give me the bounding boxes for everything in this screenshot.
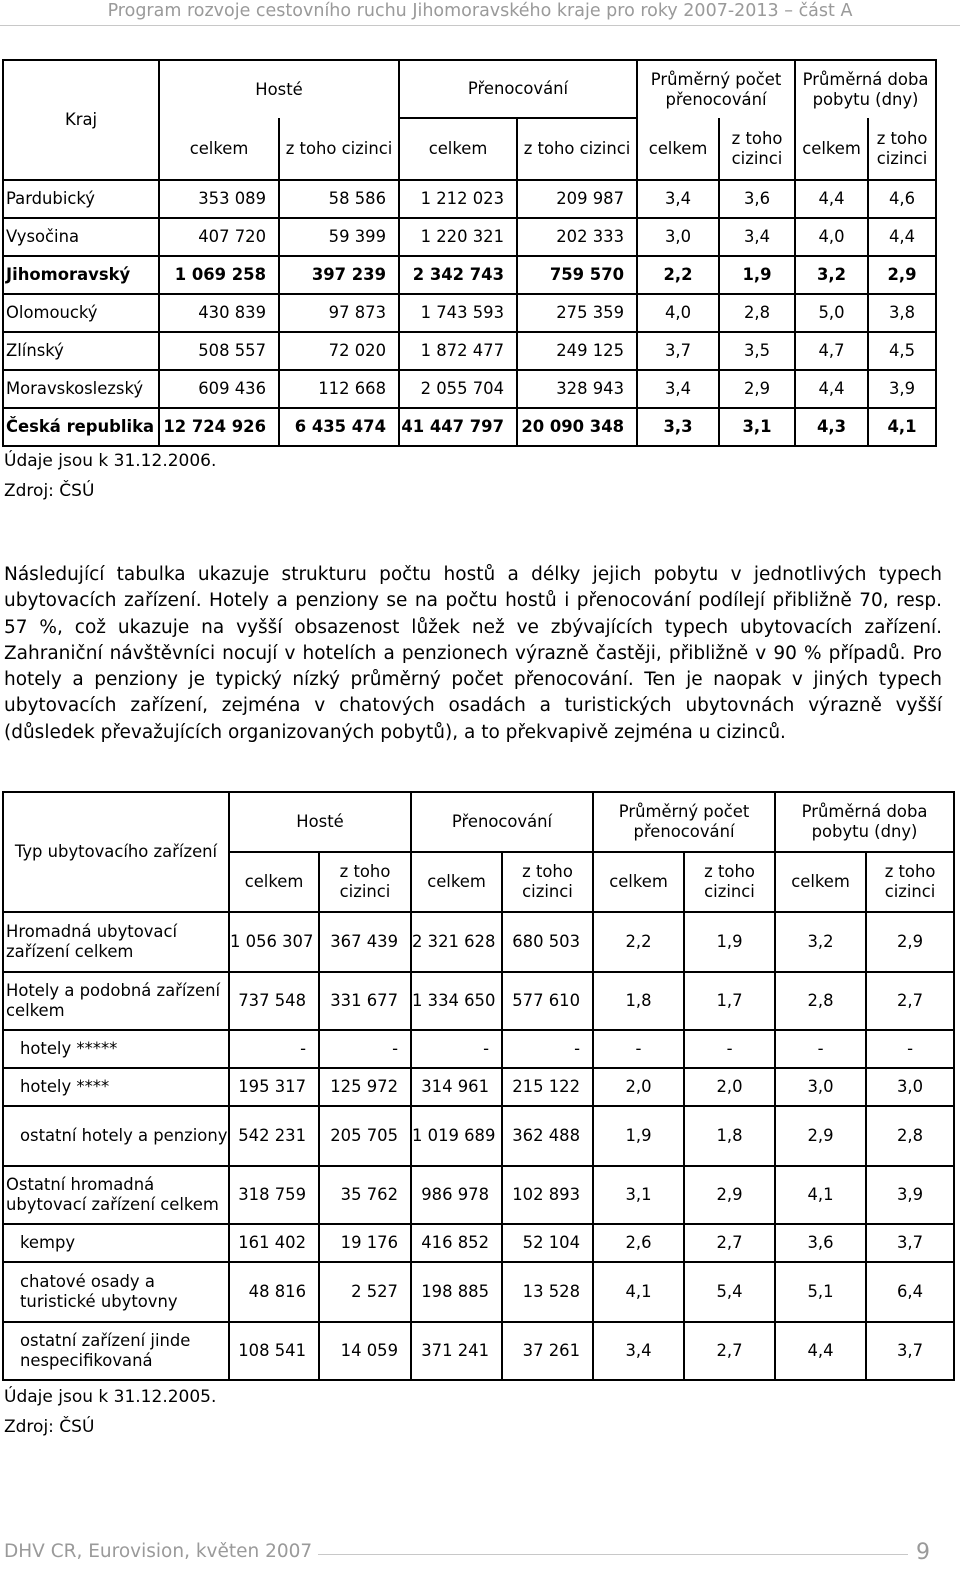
- table-cell: 2 321 628: [411, 912, 502, 972]
- table-cell: 41 447 797: [399, 408, 517, 446]
- table-cell: 430 839: [159, 294, 279, 332]
- table-cell: 35 762: [319, 1166, 411, 1224]
- table-cell: 1 872 477: [399, 332, 517, 370]
- table-cell: 2,7: [684, 1224, 775, 1262]
- table-cell: 737 548: [229, 972, 319, 1030]
- table-row: [3, 218, 936, 256]
- table-cell: 328 943: [517, 370, 637, 408]
- header-z-toho-cizinci: z toho cizinci: [319, 852, 411, 912]
- table-cell: 2 342 743: [399, 256, 517, 294]
- table-cell: 1,9: [593, 1106, 684, 1166]
- table-row: [3, 180, 936, 218]
- table-cell: 353 089: [159, 180, 279, 218]
- table-cell: 4,1: [775, 1166, 866, 1224]
- table-cell: 198 885: [411, 1262, 502, 1322]
- header-prenocovani: Přenocování: [399, 60, 637, 118]
- table-cell: 2,6: [593, 1224, 684, 1262]
- table-cell: 5,1: [775, 1262, 866, 1322]
- table-cell: 407 720: [159, 218, 279, 256]
- table-cell: 249 125: [517, 332, 637, 370]
- table-row: [3, 1262, 954, 1322]
- header-hoste: Hosté: [159, 60, 399, 118]
- table-cell: 2 055 704: [399, 370, 517, 408]
- table-cell: 4,5: [868, 332, 936, 370]
- table-cell: 2,9: [684, 1166, 775, 1224]
- table-cell: 19 176: [319, 1224, 411, 1262]
- header-celkem: celkem: [775, 852, 866, 912]
- table-cell: 125 972: [319, 1068, 411, 1106]
- table-cell: 3,4: [719, 218, 795, 256]
- table2-source-note: Zdroj: ČSÚ: [4, 1417, 95, 1437]
- header-prumerna-doba: Průměrná doba pobytu (dny): [775, 792, 954, 852]
- table-cell: 314 961: [411, 1068, 502, 1106]
- table-cell: 2,7: [684, 1322, 775, 1380]
- table-cell: 577 610: [502, 972, 593, 1030]
- table-cell: 52 104: [502, 1224, 593, 1262]
- header-rule: [0, 25, 960, 26]
- row-label: hotely ****: [3, 1068, 229, 1106]
- table-cell: 4,0: [637, 294, 719, 332]
- table-cell: 3,3: [637, 408, 719, 446]
- table-cell: 4,4: [795, 180, 868, 218]
- table-cell: 1,8: [593, 972, 684, 1030]
- table-cell: 4,1: [593, 1262, 684, 1322]
- table-cell: -: [593, 1030, 684, 1068]
- table-cell: 72 020: [279, 332, 399, 370]
- table2-date-note: Údaje jsou k 31.12.2005.: [4, 1387, 217, 1407]
- table-cell: 102 893: [502, 1166, 593, 1224]
- table-cell: 5,0: [795, 294, 868, 332]
- row-label: hotely *****: [3, 1030, 229, 1068]
- row-label: Pardubický: [3, 180, 159, 218]
- table-cell: 112 668: [279, 370, 399, 408]
- table-cell: 3,4: [637, 370, 719, 408]
- table-cell: 1 743 593: [399, 294, 517, 332]
- table-cell: 3,9: [866, 1166, 954, 1224]
- table-cell: 1 019 689: [411, 1106, 502, 1166]
- footer-credit: DHV CR, Eurovision, květen 2007: [4, 1541, 313, 1562]
- table-cell: 37 261: [502, 1322, 593, 1380]
- table-cell: 2,7: [866, 972, 954, 1030]
- table-row: [3, 1166, 954, 1224]
- table-cell: 2,9: [775, 1106, 866, 1166]
- table-cell: 4,4: [868, 218, 936, 256]
- header-typ: Typ ubytovacího zařízení: [3, 792, 229, 912]
- table-cell: 97 873: [279, 294, 399, 332]
- row-label: Hromadná ubytovací zařízení celkem: [3, 912, 229, 972]
- table-cell: -: [775, 1030, 866, 1068]
- header-z-toho-cizinci: z toho cizinci: [866, 852, 954, 912]
- table-cell: 4,6: [868, 180, 936, 218]
- table-row: [3, 256, 936, 294]
- header-celkem: celkem: [411, 852, 502, 912]
- table-cell: 161 402: [229, 1224, 319, 1262]
- table-cell: 48 816: [229, 1262, 319, 1322]
- table-cell: -: [684, 1030, 775, 1068]
- table-cell: 2,9: [868, 256, 936, 294]
- regions-table: [2, 59, 937, 447]
- table-cell: 2,0: [593, 1068, 684, 1106]
- table-cell: 2,8: [775, 972, 866, 1030]
- table-cell: 20 090 348: [517, 408, 637, 446]
- accommodation-types-table: [2, 791, 955, 1381]
- table-cell: 2,9: [719, 370, 795, 408]
- table-cell: 1 220 321: [399, 218, 517, 256]
- table-cell: 5,4: [684, 1262, 775, 1322]
- table-cell: -: [319, 1030, 411, 1068]
- table-cell: -: [866, 1030, 954, 1068]
- table-cell: 3,8: [868, 294, 936, 332]
- header-prumerny-pocet: Průměrný počet přenocování: [593, 792, 775, 852]
- table-cell: -: [411, 1030, 502, 1068]
- table-cell: 1 056 307: [229, 912, 319, 972]
- table-cell: 3,4: [637, 180, 719, 218]
- table-cell: 14 059: [319, 1322, 411, 1380]
- table-cell: 4,1: [868, 408, 936, 446]
- row-label: ostatní hotely a penziony: [3, 1106, 229, 1166]
- table-row: [3, 972, 954, 1030]
- table-row: [3, 912, 954, 972]
- table-cell: 3,7: [866, 1322, 954, 1380]
- table-cell: 416 852: [411, 1224, 502, 1262]
- table-cell: 4,3: [795, 408, 868, 446]
- document-title: Program rozvoje cestovního ruchu Jihomoravského kraje pro roky 2007-2013 – část A: [107, 1, 853, 21]
- header-z-toho-cizinci: z toho cizinci: [279, 118, 399, 180]
- body-paragraph: Následující tabulka ukazuje strukturu počtu hostů a délky jejich pobytu v jednotlivých typech ubytovacích zařízení. Hotely a penziony se na počtu hostů i přenocování podílejí přibližně 70, resp. 57 %, což ukazuje na vyšší obsazenost lůžek než ve zbývajících typech ubytovacích zařízení. Zahraniční návštěvníci nocují v hotelích a penzionech výrazně častěji, přibližně v 90 % případů. Pro hotely a penziony je typický nízký průměrný počet přenocování. Ten je naopak v jiných typech ubytovacích zařízení, zejména v chatových osadách a turistických ubytovnách výrazně vyšší (důsledek převažujících organizovaných pobytů), a to překvapivě zejména u cizinců.: [4, 564, 942, 743]
- row-label: Moravskoslezský: [3, 370, 159, 408]
- table-cell: 508 557: [159, 332, 279, 370]
- table-row: [3, 1106, 954, 1166]
- table-row: [3, 1224, 954, 1262]
- table-row: [3, 294, 936, 332]
- row-label: Olomoucký: [3, 294, 159, 332]
- table-cell: 3,2: [795, 256, 868, 294]
- header-prumerny-pocet: Průměrný počet přenocování: [637, 60, 795, 118]
- table-cell: 2 527: [319, 1262, 411, 1322]
- table-cell: 318 759: [229, 1166, 319, 1224]
- table-cell: 362 488: [502, 1106, 593, 1166]
- table-cell: 275 359: [517, 294, 637, 332]
- table-cell: 609 436: [159, 370, 279, 408]
- table1-date-note: Údaje jsou k 31.12.2006.: [4, 451, 217, 471]
- table-cell: 2,8: [866, 1106, 954, 1166]
- row-label: Zlínský: [3, 332, 159, 370]
- row-label: Vysočina: [3, 218, 159, 256]
- table-cell: 108 541: [229, 1322, 319, 1380]
- table-cell: 2,2: [637, 256, 719, 294]
- table-row: [3, 332, 936, 370]
- table-cell: 13 528: [502, 1262, 593, 1322]
- table-cell: 205 705: [319, 1106, 411, 1166]
- page-number: 9: [916, 1540, 930, 1565]
- table-cell: 759 570: [517, 256, 637, 294]
- table-cell: 3,0: [866, 1068, 954, 1106]
- row-label: Hotely a podobná zařízení celkem: [3, 972, 229, 1030]
- table-cell: 202 333: [517, 218, 637, 256]
- table-cell: 3,6: [775, 1224, 866, 1262]
- table-cell: 986 978: [411, 1166, 502, 1224]
- header-prumerna-doba: Průměrná doba pobytu (dny): [795, 60, 936, 118]
- table-cell: 331 677: [319, 972, 411, 1030]
- header-celkem: celkem: [159, 118, 279, 180]
- header-z-toho-cizinci: z toho cizinci: [502, 852, 593, 912]
- header-celkem: celkem: [637, 118, 719, 180]
- table-cell: 6,4: [866, 1262, 954, 1322]
- header-celkem: celkem: [229, 852, 319, 912]
- table-cell: 2,8: [719, 294, 795, 332]
- table-row: [3, 408, 936, 446]
- table-row: [3, 1030, 954, 1068]
- table-cell: 2,9: [866, 912, 954, 972]
- table-cell: 3,1: [719, 408, 795, 446]
- table1-source-note: Zdroj: ČSÚ: [4, 481, 95, 501]
- header-z-toho-cizinci: z toho cizinci: [517, 118, 637, 180]
- row-label: ostatní zařízení jinde nespecifikovaná: [3, 1322, 229, 1380]
- table-cell: 3,7: [637, 332, 719, 370]
- header-z-toho-cizinci: z toho cizinci: [719, 118, 795, 180]
- table-cell: 209 987: [517, 180, 637, 218]
- table-cell: 4,0: [795, 218, 868, 256]
- header-hoste: Hosté: [229, 792, 411, 852]
- table-cell: 2,0: [684, 1068, 775, 1106]
- table-cell: 3,0: [775, 1068, 866, 1106]
- table-cell: 3,0: [637, 218, 719, 256]
- table-row: [3, 1068, 954, 1106]
- header-z-toho-cizinci: z toho cizinci: [868, 118, 936, 180]
- table-cell: 3,6: [719, 180, 795, 218]
- table-cell: 4,4: [795, 370, 868, 408]
- table-cell: 215 122: [502, 1068, 593, 1106]
- table-cell: 1,9: [719, 256, 795, 294]
- row-label: Ostatní hromadná ubytovací zařízení celkem: [3, 1166, 229, 1224]
- table-cell: -: [229, 1030, 319, 1068]
- table-cell: 1,8: [684, 1106, 775, 1166]
- table-row: [3, 370, 936, 408]
- table-cell: 3,4: [593, 1322, 684, 1380]
- header-celkem: celkem: [795, 118, 868, 180]
- table-cell: 1 212 023: [399, 180, 517, 218]
- table-cell: 2,2: [593, 912, 684, 972]
- table-cell: 59 399: [279, 218, 399, 256]
- table-cell: 680 503: [502, 912, 593, 972]
- table-cell: 3,5: [719, 332, 795, 370]
- header-celkem: celkem: [399, 118, 517, 180]
- table-cell: 3,9: [868, 370, 936, 408]
- row-label: chatové osady a turistické ubytovny: [3, 1262, 229, 1322]
- table-cell: 367 439: [319, 912, 411, 972]
- table-cell: 1 334 650: [411, 972, 502, 1030]
- table-cell: 371 241: [411, 1322, 502, 1380]
- table-cell: 397 239: [279, 256, 399, 294]
- table-cell: 58 586: [279, 180, 399, 218]
- page-header: [0, 0, 960, 26]
- table-cell: 12 724 926: [159, 408, 279, 446]
- table-cell: 1,7: [684, 972, 775, 1030]
- header-z-toho-cizinci: z toho cizinci: [684, 852, 775, 912]
- table-cell: 6 435 474: [279, 408, 399, 446]
- table-cell: -: [502, 1030, 593, 1068]
- header-celkem: celkem: [593, 852, 684, 912]
- row-label: Česká republika: [3, 408, 159, 446]
- table-cell: 1 069 258: [159, 256, 279, 294]
- table-cell: 542 231: [229, 1106, 319, 1166]
- header-kraj: Kraj: [3, 60, 159, 180]
- table-cell: 195 317: [229, 1068, 319, 1106]
- header-prenocovani: Přenocování: [411, 792, 593, 852]
- row-label: Jihomoravský: [3, 256, 159, 294]
- table-cell: 1,9: [684, 912, 775, 972]
- table-cell: 3,2: [775, 912, 866, 972]
- footer-rule: [318, 1554, 908, 1555]
- table-cell: 4,7: [795, 332, 868, 370]
- row-label: kempy: [3, 1224, 229, 1262]
- table-cell: 3,7: [866, 1224, 954, 1262]
- table-row: [3, 1322, 954, 1380]
- table-cell: 3,1: [593, 1166, 684, 1224]
- table-cell: 4,4: [775, 1322, 866, 1380]
